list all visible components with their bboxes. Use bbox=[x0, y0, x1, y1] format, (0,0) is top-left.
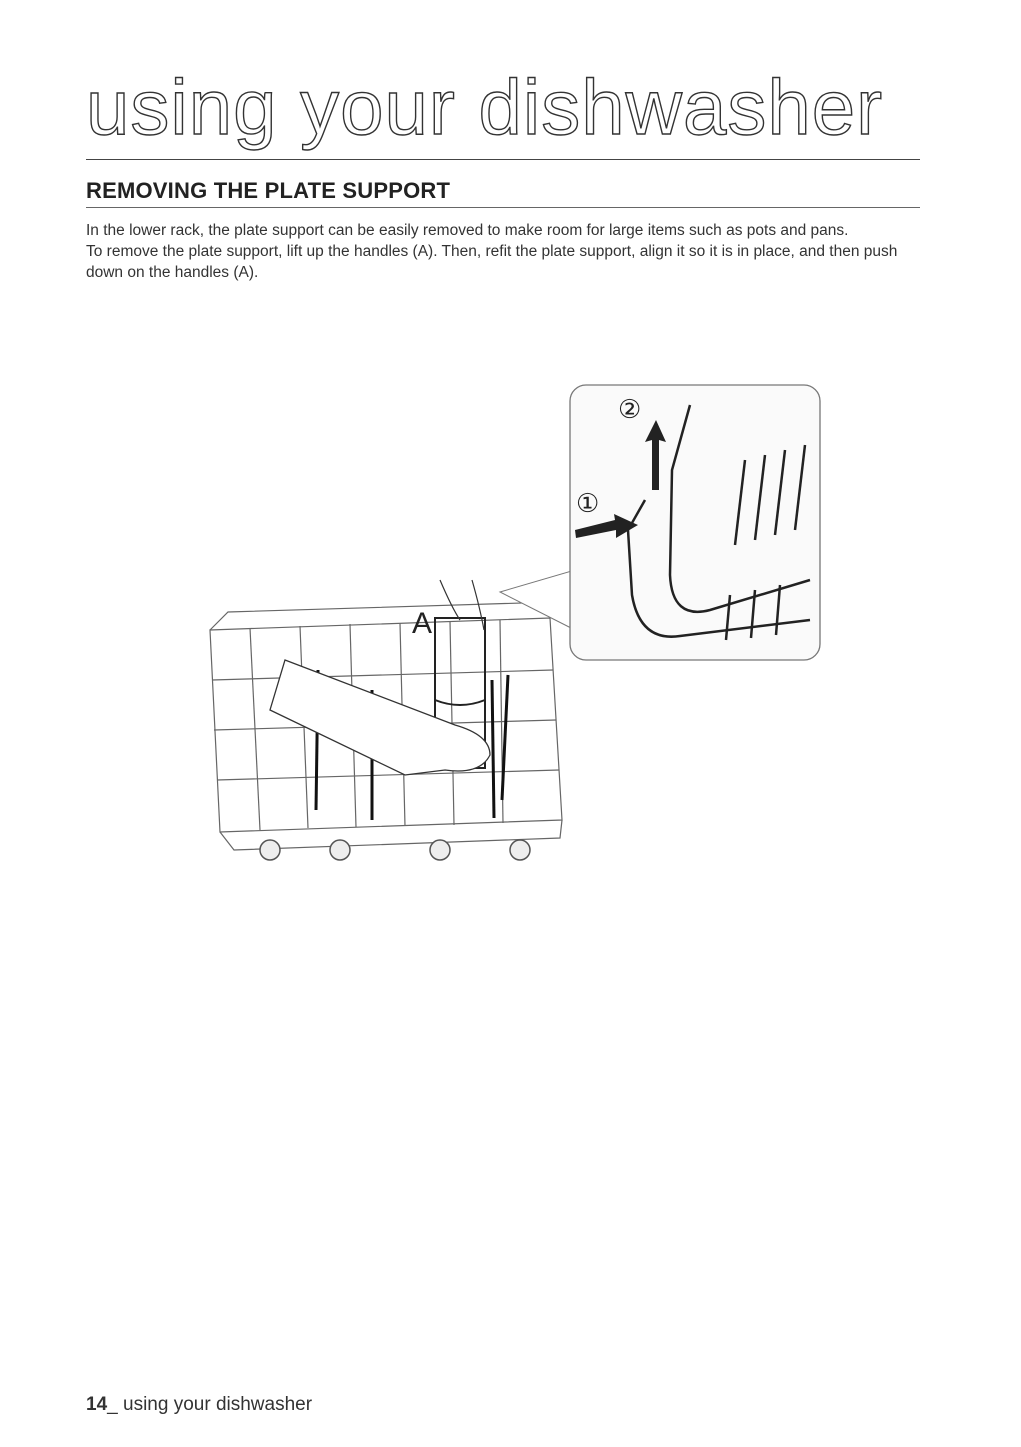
section-body bbox=[86, 220, 926, 283]
step-2-marker: ② bbox=[618, 395, 642, 425]
detail-pointer bbox=[500, 570, 575, 630]
step-1-marker: ① bbox=[576, 489, 600, 519]
chapter-title: using your dishwasher bbox=[86, 63, 884, 151]
page-number: 14 bbox=[86, 1394, 108, 1415]
chapter-title-rule bbox=[86, 159, 920, 160]
detail-view bbox=[570, 385, 820, 660]
plate-support-illustration bbox=[190, 380, 840, 880]
footer-separator: _ bbox=[107, 1394, 118, 1415]
paragraph-1: In the lower rack, the plate support can be easily removed to make room for large items such as pots and pans. bbox=[86, 222, 849, 239]
rack-wheels bbox=[260, 840, 530, 860]
section-heading-rule bbox=[86, 207, 920, 208]
page-footer bbox=[86, 1394, 312, 1416]
hand bbox=[270, 660, 490, 775]
callout-label-a: A bbox=[412, 607, 433, 640]
paragraph-2: To remove the plate support, lift up the handles (A). Then, refit the plate support, align it so it is in place, and then push down on the handles (A). bbox=[86, 243, 898, 281]
section-heading: REMOVING THE PLATE SUPPORT bbox=[86, 178, 451, 203]
footer-chapter: using your dishwasher bbox=[117, 1394, 313, 1415]
